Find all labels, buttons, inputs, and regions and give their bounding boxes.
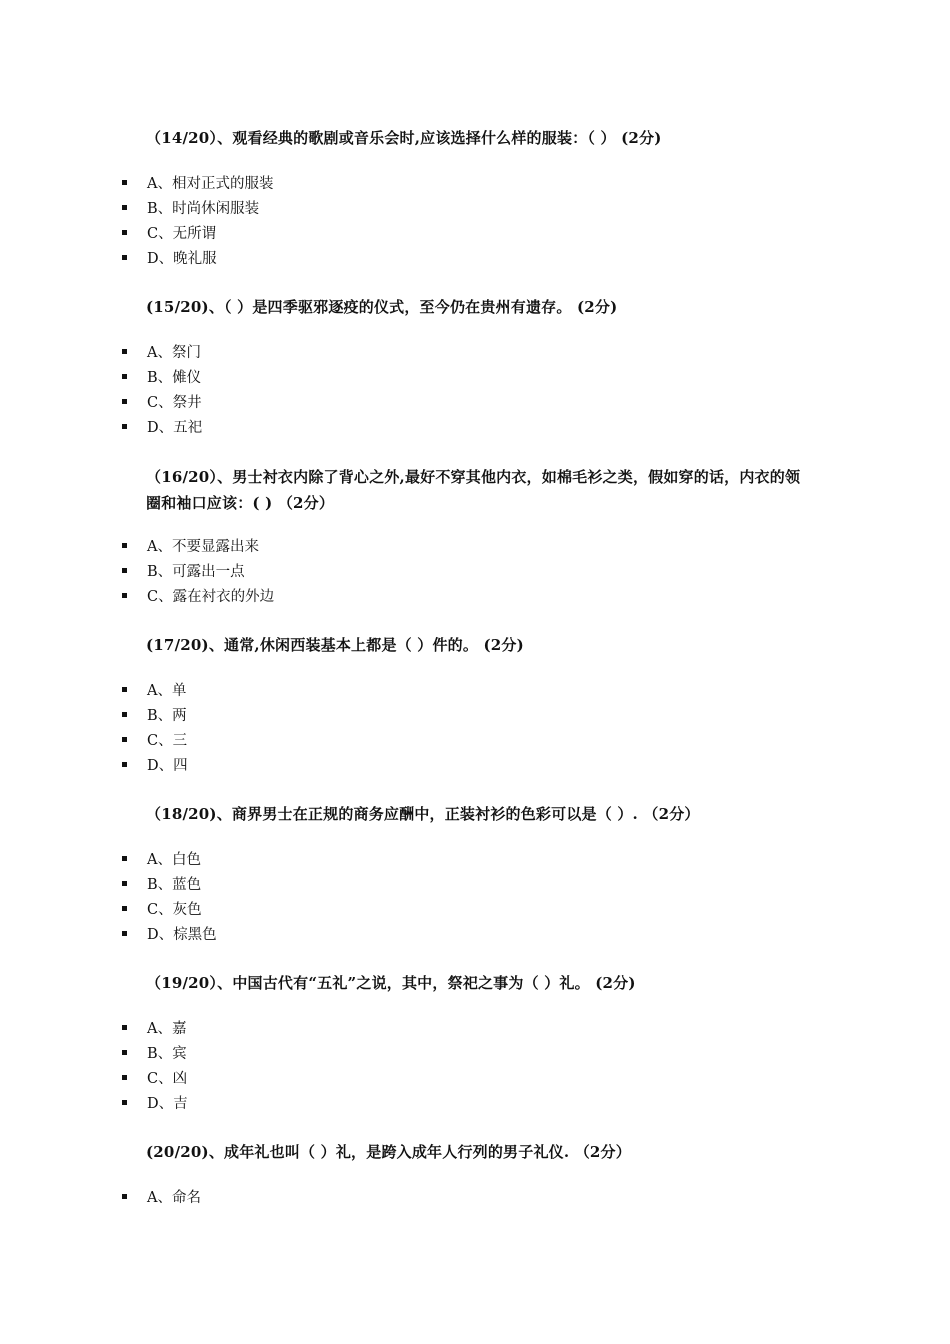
bullet-icon [122,543,127,548]
option-15-d: D、五祀 [122,418,202,438]
bullet-icon [122,374,127,379]
bullet-icon [122,230,127,235]
option-19-b: B、宾 [122,1044,187,1064]
question-20: (20/20)、成年礼也叫（ ）礼，是跨入成年人行列的男子礼仪. （2分） [146,1143,631,1161]
option-14-a: A、相对正式的服装 [122,174,273,194]
bullet-icon [122,712,127,717]
bullet-icon [122,255,127,260]
bullet-icon [122,205,127,210]
bullet-icon [122,1194,127,1199]
question-14: （14/20）、观看经典的歌剧或音乐会时,应该选择什么样的服装：（ ） (2分) [146,129,662,147]
option-17-c: C、三 [122,731,187,751]
option-18-c: C、灰色 [122,900,202,920]
option-18-d: D、棕黑色 [122,925,217,945]
option-17-b: B、两 [122,706,187,726]
option-20-a: A、命名 [122,1188,201,1208]
bullet-icon [122,349,127,354]
bullet-icon [122,906,127,911]
bullet-icon [122,424,127,429]
option-19-d: D、吉 [122,1094,188,1114]
option-18-b: B、蓝色 [122,875,201,895]
question-19: （19/20）、中国古代有“五礼”之说，其中，祭祀之事为（ ）礼。 (2分) [146,974,636,992]
option-14-c: C、无所谓 [122,224,216,244]
bullet-icon [122,762,127,767]
option-17-d: D、四 [122,756,188,776]
question-18: （18/20)、商界男士在正规的商务应酬中，正装衬衫的色彩可以是（ ）. （2分） [146,805,700,823]
bullet-icon [122,737,127,742]
option-17-a: A、单 [122,681,186,701]
option-16-c: C、露在衬衣的外边 [122,587,274,607]
question-17: (17/20)、通常,休闲西装基本上都是（ ）件的。 (2分) [146,636,524,654]
option-15-a: A、祭门 [122,343,201,363]
option-19-a: A、嘉 [122,1019,186,1039]
question-16: （16/20）、男士衬衣内除了背心之外,最好不穿其他内衣，如棉毛衫之类，假如穿的话，内衣的领圈和袖口应该：( ) （2分） [146,468,801,512]
bullet-icon [122,881,127,886]
bullet-icon [122,687,127,692]
option-16-a: A、不要显露出来 [122,537,259,557]
bullet-icon [122,399,127,404]
option-15-b: B、傩仪 [122,368,201,388]
bullet-icon [122,931,127,936]
bullet-icon [122,180,127,185]
bullet-icon [122,1025,127,1030]
option-15-c: C、祭井 [122,393,202,413]
bullet-icon [122,1075,127,1080]
question-15: (15/20)、（ ）是四季驱邪逐疫的仪式，至今仍在贵州有遗存。 (2分) [146,298,618,316]
option-19-c: C、凶 [122,1069,187,1089]
bullet-icon [122,593,127,598]
option-14-b: B、时尚休闲服装 [122,199,259,219]
bullet-icon [122,856,127,861]
bullet-icon [122,568,127,573]
option-16-b: B、可露出一点 [122,562,245,582]
option-18-a: A、白色 [122,850,201,870]
option-14-d: D、晚礼服 [122,249,217,269]
bullet-icon [122,1100,127,1105]
bullet-icon [122,1050,127,1055]
